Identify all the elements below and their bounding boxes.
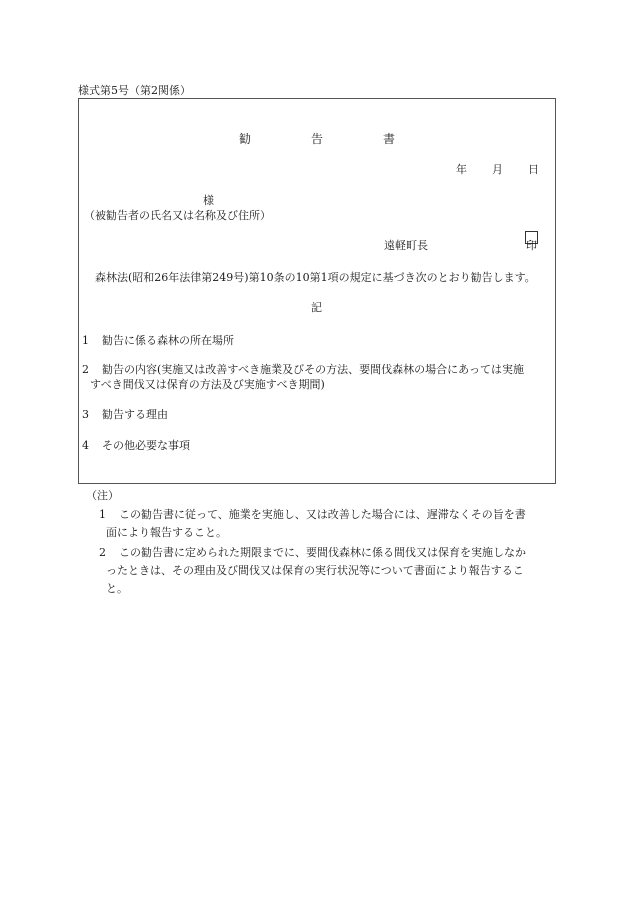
item-2-text-line1: 勧告の内容(実施又は改善すべき施業及びその方法、要間伐森林の場合にあっては実施: [102, 363, 524, 376]
preamble-text: 森林法(昭和26年法律第249号)第10条の10第1項の規定に基づき次のとおり勧告します。: [95, 271, 536, 284]
item-4-number: 4: [82, 439, 89, 452]
title-char-2: 告: [311, 132, 324, 146]
seal-label: 印: [526, 239, 537, 252]
note-2-number: 2: [99, 546, 106, 559]
note-1-number: 1: [99, 508, 106, 521]
item-2-number: 2: [82, 363, 89, 376]
addressee-note: （被勧告者の氏名又は名称及び住所）: [84, 209, 271, 222]
recommendation-form-box: [78, 98, 556, 484]
title-char-1: 勧: [239, 132, 252, 146]
item-1-text: 勧告に係る森林の所在場所: [102, 334, 234, 347]
addressee-honorific: 様: [203, 194, 214, 207]
note-1-line2: 面により報告すること。: [106, 526, 227, 539]
item-1-number: 1: [82, 334, 89, 347]
item-3-number: 3: [82, 408, 89, 421]
note-2-line3: と。: [106, 582, 128, 595]
form-number-label: 様式第5号（第2関係）: [78, 84, 191, 97]
notes-heading: （注）: [86, 489, 119, 502]
note-2-line1: この勧告書に定められた期限までに、要間伐森林に係る間伐又は保育を実施しなか: [119, 546, 526, 559]
item-4-text: その他必要な事項: [102, 439, 190, 452]
item-2-text-line2: すべき間伐又は保育の方法及び実施すべき期間): [90, 378, 325, 391]
date-day-field: 日: [528, 163, 539, 176]
note-1-line1: この勧告書に従って、施業を実施し、又は改善した場合には、遅滞なくその旨を書: [119, 508, 526, 521]
item-3-text: 勧告する理由: [102, 408, 168, 421]
ki-heading: 記: [311, 301, 322, 314]
date-year-field: 年: [456, 163, 467, 176]
note-2-line2: ったときは、その理由及び間伐又は保育の実行状況等について書面により報告するこ: [106, 564, 524, 577]
title-char-3: 書: [383, 132, 396, 146]
issuer-name: 遠軽町長: [384, 239, 428, 252]
date-month-field: 月: [492, 163, 503, 176]
